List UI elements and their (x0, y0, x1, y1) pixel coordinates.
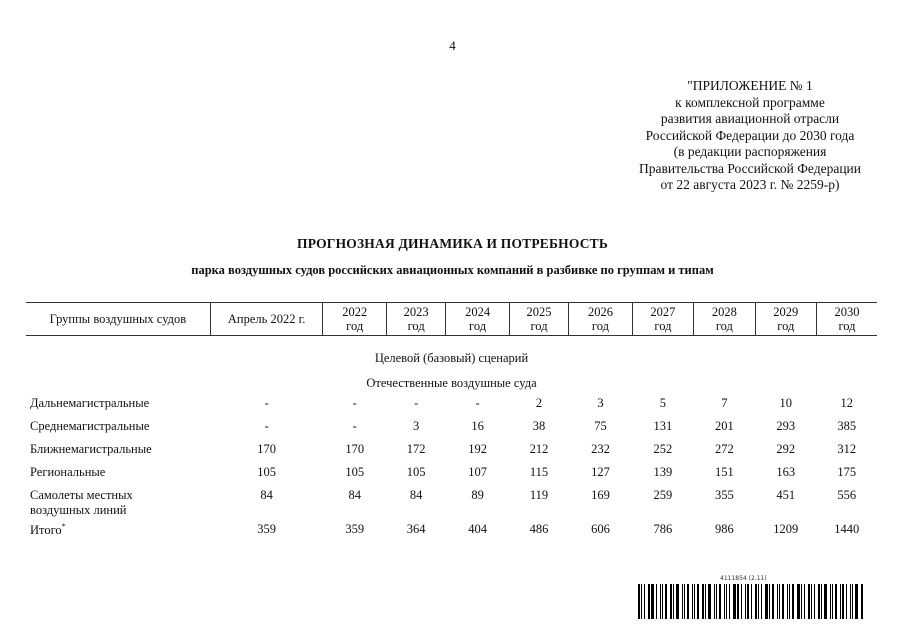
table-header-row (26, 303, 877, 336)
header-year: 2027 год (632, 303, 693, 336)
barcode-bar (772, 584, 774, 619)
barcode-bar (724, 584, 725, 619)
table-row (26, 488, 877, 522)
cell: 1209 (773, 522, 799, 536)
barcode-bar (840, 584, 841, 619)
cell: 84 (409, 488, 423, 502)
cell: 107 (468, 465, 487, 479)
cell: 486 (529, 522, 549, 536)
cell: - (352, 396, 357, 410)
total-label: Итого* (30, 522, 66, 538)
annex-line: "ПРИЛОЖЕНИЕ № 1 (687, 78, 813, 93)
cell: 170 (345, 442, 365, 456)
annex-line: от 22 августа 2023 г. № 2259-р) (660, 177, 840, 192)
barcode-bar (830, 584, 831, 619)
barcode-bar (651, 584, 654, 619)
cell: - (264, 396, 269, 410)
cell: - (414, 396, 419, 410)
barcode-bar (751, 584, 752, 619)
cell: 2 (535, 396, 543, 410)
table-row (26, 465, 877, 488)
header-year: 2029 год (755, 303, 816, 336)
cell: 3 (413, 419, 420, 433)
barcode-bar (779, 584, 780, 619)
barcode-bar (850, 584, 851, 619)
barcode-bar (682, 584, 683, 619)
annex-block (600, 78, 900, 194)
barcode-bar (729, 584, 730, 619)
barcode-bar (811, 584, 812, 619)
barcode-bar (818, 584, 820, 619)
barcode-bar (824, 584, 827, 619)
cell: 89 (471, 488, 484, 502)
cell: 355 (714, 488, 734, 502)
barcode-bar (842, 584, 844, 619)
table-row (26, 396, 877, 419)
barcode-bar (638, 584, 640, 619)
cell: 139 (653, 465, 673, 479)
cell: 105 (257, 465, 277, 479)
barcode-bar (861, 584, 863, 619)
row-label: Среднемагистральные (30, 419, 150, 433)
barcode-bar (804, 584, 805, 619)
barcode-bar (702, 584, 704, 619)
barcode-bar (641, 584, 642, 619)
barcode-bar (694, 584, 695, 619)
barcode-bar (835, 584, 837, 619)
table-row (26, 442, 877, 465)
row-label: Дальнемагистральные (30, 396, 150, 410)
cell: 201 (714, 419, 734, 433)
header-year: 2030 год (817, 303, 877, 336)
barcode-bar (676, 584, 679, 619)
cell: 232 (591, 442, 610, 456)
header-year: 2028 год (694, 303, 755, 336)
cell: 105 (406, 465, 426, 479)
cell: 451 (776, 488, 796, 502)
barcode-bar (755, 584, 757, 619)
cell: 259 (653, 488, 673, 502)
cell: 359 (345, 522, 365, 536)
cell: 172 (406, 442, 426, 456)
barcode-bar (726, 584, 727, 619)
barcode-bar (832, 584, 833, 619)
cell: 75 (594, 419, 607, 433)
table-row (26, 419, 877, 442)
cell: 292 (776, 442, 796, 456)
annex-line: (в редакции распоряжения (673, 144, 827, 159)
barcode-bar (765, 584, 768, 619)
cell: 293 (776, 419, 796, 433)
cell: 38 (532, 419, 546, 433)
barcode-bar (656, 584, 657, 619)
barcode-bar (852, 584, 853, 619)
cell: 272 (714, 442, 734, 456)
header-april: Апрель 2022 г. (210, 303, 323, 336)
header-year: 2023 год (386, 303, 445, 336)
barcode-text: 4111854 (2.11) (720, 575, 767, 582)
cell: 7 (721, 396, 728, 410)
footnote-mark: * (61, 522, 66, 531)
cell: 84 (260, 488, 273, 502)
cell: 127 (591, 465, 610, 479)
barcode-bar (814, 584, 815, 619)
barcode-bar (792, 584, 794, 619)
barcode-bar (714, 584, 715, 619)
barcode-bar (808, 584, 810, 619)
cell: 119 (529, 488, 549, 502)
barcode-bar (692, 584, 693, 619)
barcode-bars (638, 584, 868, 619)
total-row (26, 522, 877, 545)
annex-line: Правительства Российской Федерации (639, 160, 861, 176)
cell: 606 (591, 522, 610, 536)
barcode-bar (758, 584, 759, 619)
cell: 212 (529, 442, 549, 456)
barcode-bar (801, 584, 802, 619)
barcode-bar (662, 584, 663, 619)
barcode-bar (670, 584, 672, 619)
cell: 84 (348, 488, 361, 502)
cell: 170 (257, 442, 277, 456)
cell: - (352, 419, 357, 433)
barcode-bar (737, 584, 739, 619)
barcode-bar (777, 584, 778, 619)
barcode-bar (716, 584, 717, 619)
header-year: 2025 год (509, 303, 568, 336)
barcode-bar (719, 584, 721, 619)
barcode-bar (821, 584, 822, 619)
cell: 175 (837, 465, 857, 479)
barcode-bar (644, 584, 645, 619)
barcode-bar (747, 584, 749, 619)
document-title: ПРОГНОЗНАЯ ДИНАМИКА И ПОТРЕБНОСТЬ (297, 236, 608, 251)
barcode-bar (697, 584, 699, 619)
barcode-bar (687, 584, 689, 619)
barcode-bar (673, 584, 674, 619)
cell: 359 (257, 522, 277, 536)
barcode-bar (648, 584, 650, 619)
annex-line: к комплексной программе (675, 94, 825, 110)
header-group: Группы воздушных судов (26, 303, 210, 336)
row-label: Региональные (30, 465, 106, 479)
cell: 131 (653, 419, 673, 433)
barcode-bar (855, 584, 858, 619)
document-subtitle: парка воздушных судов российских авиационных компаний в разбивке по группам и типам (191, 263, 714, 277)
cell: 986 (714, 522, 734, 536)
cell: 404 (468, 522, 487, 536)
cell: 163 (776, 465, 796, 479)
barcode-bar (741, 584, 742, 619)
page-number: 4 (449, 38, 456, 53)
cell: 3 (597, 396, 604, 410)
barcode-bar (708, 584, 711, 619)
cell: 151 (714, 465, 734, 479)
barcode-bar (787, 584, 788, 619)
barcode-bar (660, 584, 661, 619)
barcode-bar (665, 584, 667, 619)
cell: 252 (653, 442, 673, 456)
cell: - (475, 396, 480, 410)
barcode-bar (769, 584, 770, 619)
cell: 115 (529, 465, 549, 479)
annex-line: Российской Федерации до 2030 года (645, 127, 855, 143)
barcode-bar (733, 584, 736, 619)
row-label: Ближнемагистральные (30, 442, 152, 456)
header-year: 2022 год (323, 303, 386, 336)
cell: - (264, 419, 269, 433)
cell: 5 (659, 396, 667, 410)
fleet-table (26, 302, 877, 545)
cell: 364 (406, 522, 426, 536)
cell: 12 (840, 396, 853, 410)
cell: 105 (345, 465, 365, 479)
annex-line: развития авиационной отрасли (660, 111, 840, 126)
cell: 169 (591, 488, 610, 502)
cell: 385 (837, 419, 857, 433)
barcode-bar (684, 584, 685, 619)
section-label: Отечественные воздушные суда (366, 376, 537, 390)
barcode-bar (782, 584, 784, 619)
barcode (638, 575, 868, 619)
cell: 556 (837, 488, 857, 502)
barcode-bar (745, 584, 746, 619)
section-row (26, 371, 877, 396)
scenario-row (26, 336, 877, 372)
barcode-bar (705, 584, 706, 619)
cell: 786 (653, 522, 673, 536)
row-label: Самолеты местных воздушных линий (30, 488, 133, 517)
barcode-bar (797, 584, 800, 619)
cell: 192 (468, 442, 487, 456)
barcode-bar (761, 584, 762, 619)
cell: 1440 (834, 522, 860, 536)
header-year: 2026 год (569, 303, 632, 336)
barcode-bar (846, 584, 847, 619)
scenario-label: Целевой (базовый) сценарий (374, 351, 529, 365)
cell: 312 (837, 442, 857, 456)
barcode-bar (789, 584, 790, 619)
cell: 16 (471, 419, 484, 433)
cell: 10 (779, 396, 793, 410)
header-year: 2024 год (446, 303, 509, 336)
